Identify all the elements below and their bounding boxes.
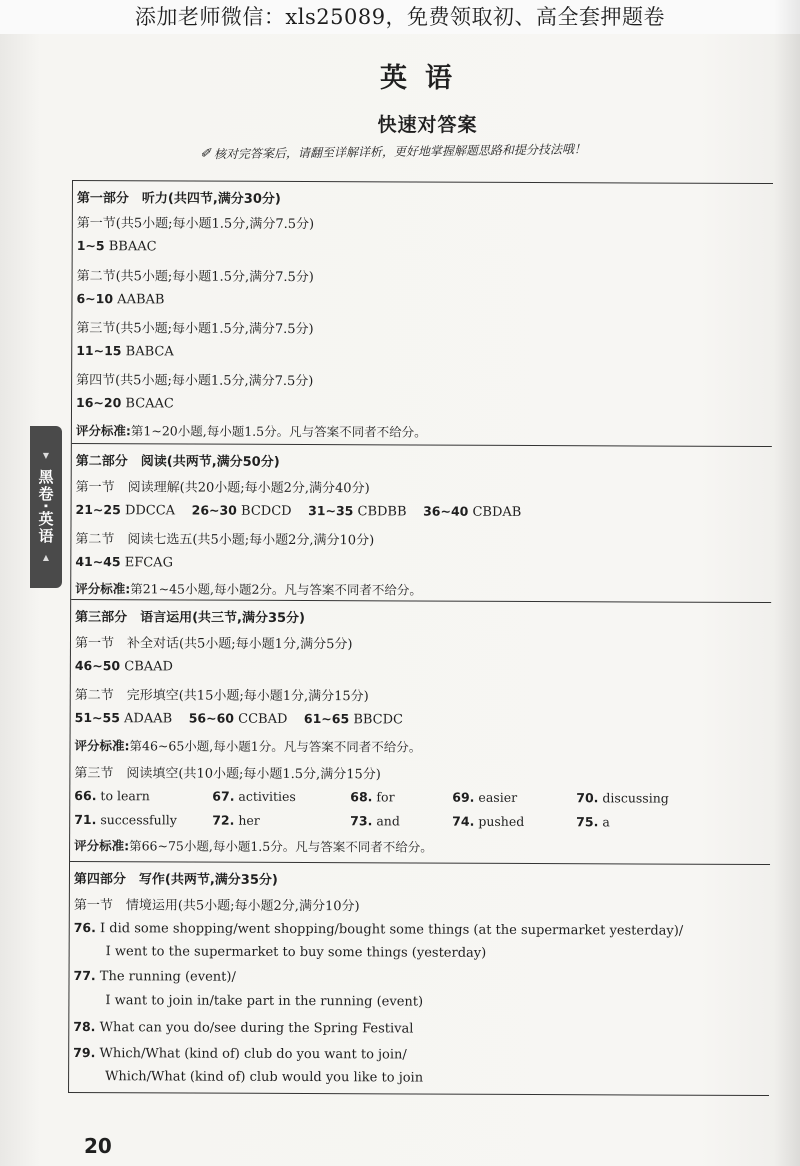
triangle-up-icon: ▲ xyxy=(42,552,50,562)
writing-item-line2: I went to the supermarket to buy some things (yesterday) xyxy=(105,944,487,961)
part2-section xyxy=(71,443,772,599)
watermark-banner: 添加老师微信：xls25089，免费领取初、高全套押题卷 xyxy=(0,0,800,34)
writing-item: 76. I did some shopping/went shopping/bought some things (at the supermarket yesterday)/ xyxy=(73,920,684,939)
part1-s3-title: 第三节(共5小题;每小题1.5分,满分7.5分) xyxy=(76,321,314,338)
blank-answer: 71. successfully xyxy=(74,812,177,828)
part3-title: 第三部分 语言运用(共三节,满分35分) xyxy=(75,610,306,627)
writing-item: 77. The running (event)/ xyxy=(73,968,236,985)
blank-answer: 67. activities xyxy=(212,788,296,804)
page-edge-shadow xyxy=(774,0,800,1166)
part4-s1-title: 第一节 情境运用(共5小题;每小题2分,满分10分) xyxy=(73,898,360,915)
side-tab-label: 黑卷·英语 xyxy=(36,469,55,545)
part1-title: 第一部分 听力(共四节,满分30分) xyxy=(76,191,281,207)
writing-item: 79. Which/What (kind of) club do you want to join/ xyxy=(73,1045,407,1063)
part1-s4-title: 第四节(共5小题;每小题1.5分,满分7.5分) xyxy=(76,373,314,390)
blank-answer: 69. easier xyxy=(452,789,518,805)
part2-s1-title: 第一节 阅读理解(共20小题;每小题2分,满分40分) xyxy=(75,480,370,497)
part1-s3-answers: 11~15 BABCA xyxy=(76,343,174,360)
part2-s1-answers: 21~25 DDCCA 26~30 BCDCD 31~35 CBDBB 36~40 CBDAB xyxy=(75,502,522,520)
part3-grading1: 评分标准:第46~65小题,每小题1分。凡与答案不同者不给分。 xyxy=(74,738,422,755)
part4-title: 第四部分 写作(共两节,满分35分) xyxy=(73,872,278,888)
part3-s2-answers: 51~55 ADAAB 56~60 CCBAD 61~65 BBCDC xyxy=(74,710,404,728)
part3-s1-answers: 46~50 CBAAD xyxy=(74,658,174,675)
part1-s1-answers: 1~5 BBAAC xyxy=(76,238,157,255)
part1-s2-title: 第二节(共5小题;每小题1.5分,满分7.5分) xyxy=(76,269,314,286)
pencil-icon: ✐ xyxy=(199,146,212,162)
blank-answer: 70. discussing xyxy=(576,790,669,806)
part1-s4-answers: 16~20 BCAAC xyxy=(75,395,174,412)
part2-s2-title: 第二节 阅读七选五(共5小题;每小题2分,满分10分) xyxy=(75,532,375,549)
part3-section xyxy=(70,599,771,861)
writing-item: 78. What can you do/see during the Spring Festival xyxy=(73,1019,414,1037)
blank-answer: 73. and xyxy=(350,813,400,829)
part3-s3-title: 第三节 阅读填空(共10小题;每小题1.5分,满分15分) xyxy=(74,766,381,783)
blank-answer: 72. her xyxy=(212,812,260,828)
part3-s1-title: 第一节 补全对话(共5小题;每小题1分,满分5分) xyxy=(74,636,353,653)
triangle-down-icon: ▼ xyxy=(42,451,50,461)
part4-section xyxy=(69,861,770,1094)
part1-s1-title: 第一节(共5小题;每小题1.5分,满分7.5分) xyxy=(76,216,315,233)
part3-grading2: 评分标准:第66~75小题,每小题1.5分。凡与答案不同者不给分。 xyxy=(74,838,433,855)
part3-s2-title: 第二节 完形填空(共15小题;每小题1分,满分15分) xyxy=(74,688,369,705)
writing-item-line2: Which/What (kind of) club would you like to join xyxy=(105,1069,424,1086)
side-tab xyxy=(30,426,62,588)
part2-title: 第二部分 阅读(共两节,满分50分) xyxy=(75,454,280,470)
part2-grading: 评分标准:第21~45小题,每小题2分。凡与答案不同者不给分。 xyxy=(75,581,422,598)
page-number: 20 xyxy=(84,1134,112,1158)
part1-s2-answers: 6~10 AABAB xyxy=(76,291,165,308)
blank-answer: 74. pushed xyxy=(452,813,525,829)
answer-box xyxy=(68,180,773,1096)
part2-s2-answers: 41~45 EFCAG xyxy=(75,554,174,571)
note-line xyxy=(200,139,700,163)
quick-answers-title: 快速对答案 xyxy=(377,114,478,136)
blank-answer: 75. a xyxy=(576,814,610,830)
subject-title: 英语 xyxy=(380,63,470,94)
blank-answer: 68. for xyxy=(350,789,395,805)
note-text: 核对完答案后，请翻至详解详析，更好地掌握解题思路和提分技法哦！ xyxy=(213,142,587,162)
part1-grading: 评分标准:第1~20小题,每小题1.5分。凡与答案不同者不给分。 xyxy=(75,423,427,440)
blank-answer: 66. to learn xyxy=(74,788,150,804)
writing-item-line2: I want to join in/take part in the running (event) xyxy=(105,993,424,1010)
part1-section xyxy=(72,181,773,442)
